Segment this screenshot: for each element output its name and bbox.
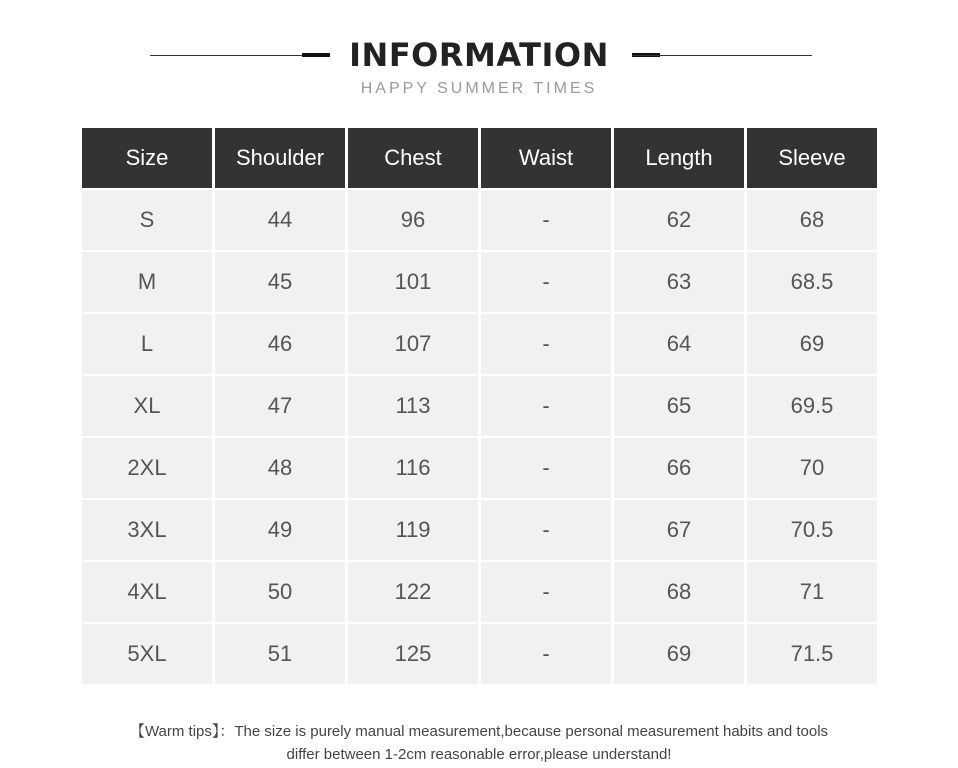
column-header-length: Length — [614, 128, 744, 188]
cell-waist: - — [481, 314, 611, 374]
cell-chest: 116 — [348, 438, 478, 498]
cell-sleeve: 68.5 — [747, 252, 877, 312]
table-row — [82, 438, 877, 498]
table-row — [82, 376, 877, 436]
column-header-chest: Chest — [348, 128, 478, 188]
cell-size: S — [82, 190, 212, 250]
table-header-row — [82, 128, 877, 188]
cell-shoulder: 48 — [215, 438, 345, 498]
cell-length: 66 — [614, 438, 744, 498]
column-header-shoulder: Shoulder — [215, 128, 345, 188]
cell-chest: 96 — [348, 190, 478, 250]
cell-waist: - — [481, 562, 611, 622]
cell-size: 2XL — [82, 438, 212, 498]
table-row — [82, 190, 877, 250]
cell-sleeve: 69 — [747, 314, 877, 374]
cell-size: M — [82, 252, 212, 312]
cell-size: 5XL — [82, 624, 212, 684]
warm-tips — [0, 720, 958, 766]
cell-chest: 122 — [348, 562, 478, 622]
size-table — [79, 126, 880, 686]
cell-chest: 119 — [348, 500, 478, 560]
cell-shoulder: 49 — [215, 500, 345, 560]
cell-shoulder: 47 — [215, 376, 345, 436]
cell-length: 69 — [614, 624, 744, 684]
cell-length: 65 — [614, 376, 744, 436]
cell-shoulder: 46 — [215, 314, 345, 374]
table-row — [82, 314, 877, 374]
table-body — [82, 190, 877, 684]
cell-sleeve: 68 — [747, 190, 877, 250]
cell-size: L — [82, 314, 212, 374]
table-header — [82, 128, 877, 188]
table-row — [82, 624, 877, 684]
page-subtitle: HAPPY SUMMER TIMES — [360, 80, 598, 97]
table-row — [82, 562, 877, 622]
cell-waist: - — [481, 252, 611, 312]
cell-sleeve: 71.5 — [747, 624, 877, 684]
table-row — [82, 500, 877, 560]
cell-length: 68 — [614, 562, 744, 622]
cell-sleeve: 69.5 — [747, 376, 877, 436]
page-title: INFORMATION — [349, 36, 609, 74]
cell-length: 62 — [614, 190, 744, 250]
cell-chest: 101 — [348, 252, 478, 312]
cell-shoulder: 44 — [215, 190, 345, 250]
cell-sleeve: 71 — [747, 562, 877, 622]
cell-shoulder: 51 — [215, 624, 345, 684]
column-header-size: Size — [82, 128, 212, 188]
cell-size: 4XL — [82, 562, 212, 622]
table-row — [82, 252, 877, 312]
right-divider-line — [632, 55, 812, 56]
cell-waist: - — [481, 190, 611, 250]
cell-length: 67 — [614, 500, 744, 560]
cell-sleeve: 70.5 — [747, 500, 877, 560]
cell-shoulder: 45 — [215, 252, 345, 312]
cell-length: 64 — [614, 314, 744, 374]
cell-shoulder: 50 — [215, 562, 345, 622]
cell-length: 63 — [614, 252, 744, 312]
header — [0, 0, 958, 110]
cell-chest: 113 — [348, 376, 478, 436]
cell-waist: - — [481, 500, 611, 560]
warm-tips-line-1: 【Warm tips】：The size is purely manual measurement,because personal measurement habits and tools — [129, 723, 829, 740]
cell-sleeve: 70 — [747, 438, 877, 498]
cell-chest: 125 — [348, 624, 478, 684]
column-header-waist: Waist — [481, 128, 611, 188]
cell-size: XL — [82, 376, 212, 436]
cell-waist: - — [481, 438, 611, 498]
cell-waist: - — [481, 624, 611, 684]
warm-tips-line-2: differ between 1-2cm reasonable error,please understand! — [286, 746, 672, 763]
cell-chest: 107 — [348, 314, 478, 374]
column-header-sleeve: Sleeve — [747, 128, 877, 188]
cell-waist: - — [481, 376, 611, 436]
cell-size: 3XL — [82, 500, 212, 560]
